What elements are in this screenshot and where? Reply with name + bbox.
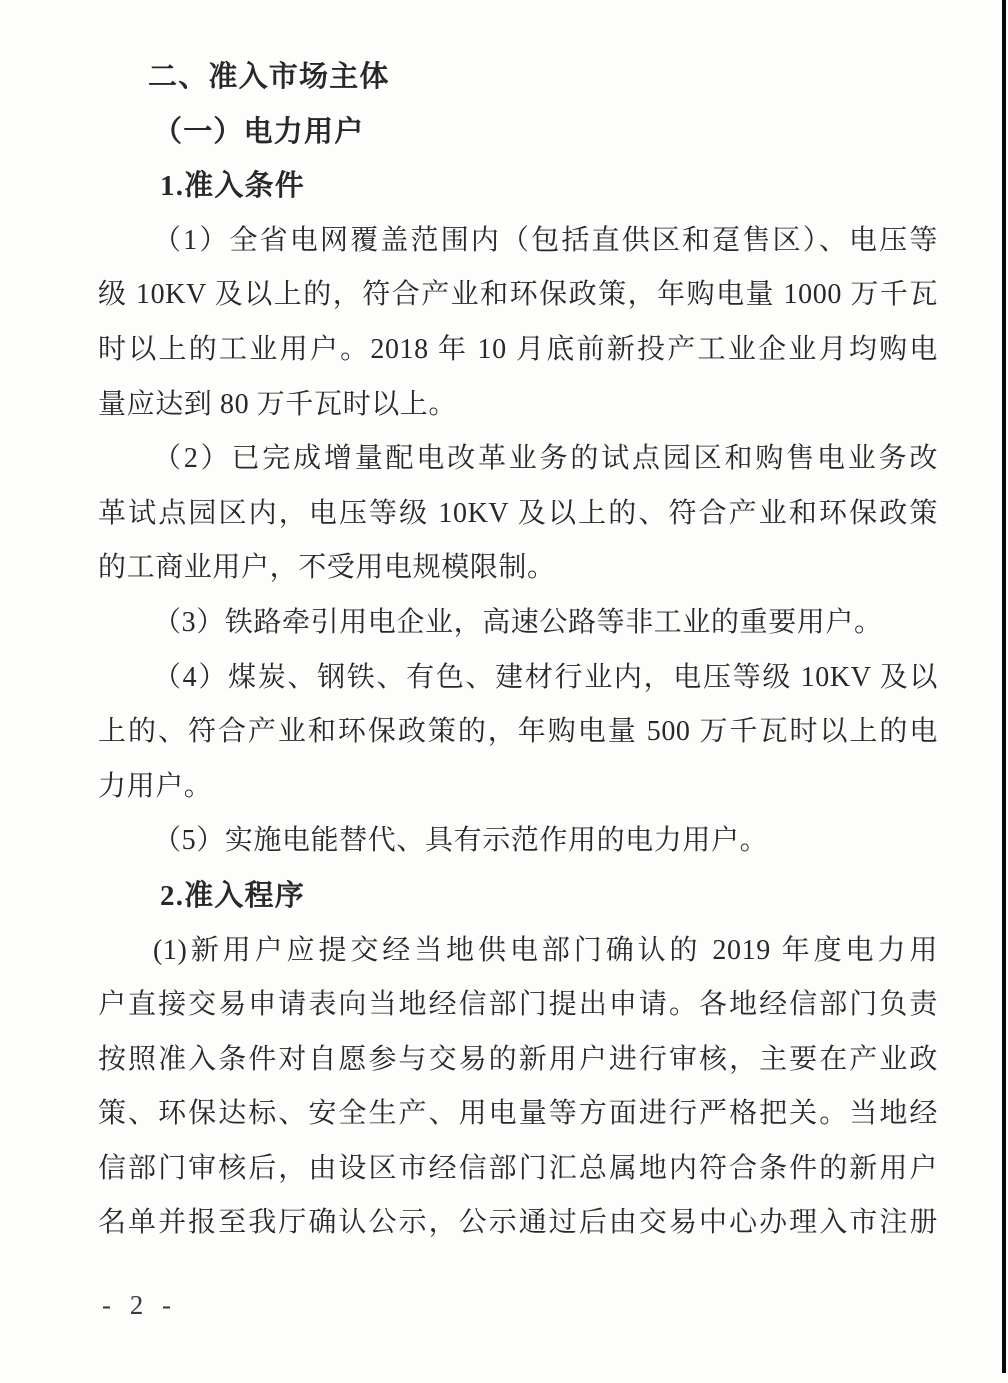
paragraph-line: （3）铁路牵引用电企业，高速公路等非工业的重要用户。 — [153, 606, 883, 638]
paragraph-line: 量应达到 80 万千瓦时以上。 — [98, 388, 458, 420]
paragraph-line: （1）全省电网覆盖范围内（包括直供区和趸售区）、电压等 — [153, 224, 938, 256]
paragraph-line: （4）煤炭、钢铁、有色、建材行业内，电压等级 10KV 及以 — [153, 661, 938, 693]
paragraph-line: 革试点园区内，电压等级 10KV 及以上的、符合产业和环保政策 — [98, 497, 938, 529]
paragraph-line: 按照准入条件对自愿参与交易的新用户进行审核，主要在产业政 — [98, 1043, 938, 1075]
paragraph-line: 名单并报至我厅确认公示，公示通过后由交易中心办理入市注册 — [98, 1207, 938, 1239]
paragraph-line: （2）已完成增量配电改革业务的试点园区和购售电业务改 — [153, 443, 938, 475]
document-content — [98, 50, 938, 1251]
paragraph-line: 时以上的工业用户。2018 年 10 月底前新投产工业企业月均购电 — [98, 333, 938, 365]
item-1-heading: 1.准入条件 — [160, 170, 305, 203]
paragraph-line: 力用户。 — [98, 770, 213, 802]
paragraph-line: 信部门审核后，由设区市经信部门汇总属地内符合条件的新用户 — [98, 1152, 938, 1184]
paragraph-line: 级 10KV 及以上的，符合产业和环保政策，年购电量 1000 万千瓦 — [98, 279, 938, 311]
item-2-heading: 2.准入程序 — [160, 879, 305, 912]
page-number: - 2 - — [102, 1290, 177, 1320]
scan-edge-line — [1002, 0, 1006, 1373]
subsection-heading: （一）电力用户 — [153, 115, 365, 148]
paragraph-line: 的工商业用户，不受用电规模限制。 — [98, 552, 556, 584]
paragraph-line: 策、环保达标、安全生产、用电量等方面进行严格把关。当地经 — [98, 1098, 938, 1130]
paragraph-line: (1)新用户应提交经当地供电部门确认的 2019 年度电力用 — [153, 934, 938, 966]
paragraph-line: 上的、符合产业和环保政策的，年购电量 500 万千瓦时以上的电 — [98, 716, 938, 748]
paragraph-line: （5）实施电能替代、具有示范作用的电力用户。 — [153, 825, 769, 857]
paragraph-line: 户直接交易申请表向当地经信部门提出申请。各地经信部门负责 — [98, 989, 938, 1021]
section-heading: 二、准入市场主体 — [148, 61, 390, 93]
